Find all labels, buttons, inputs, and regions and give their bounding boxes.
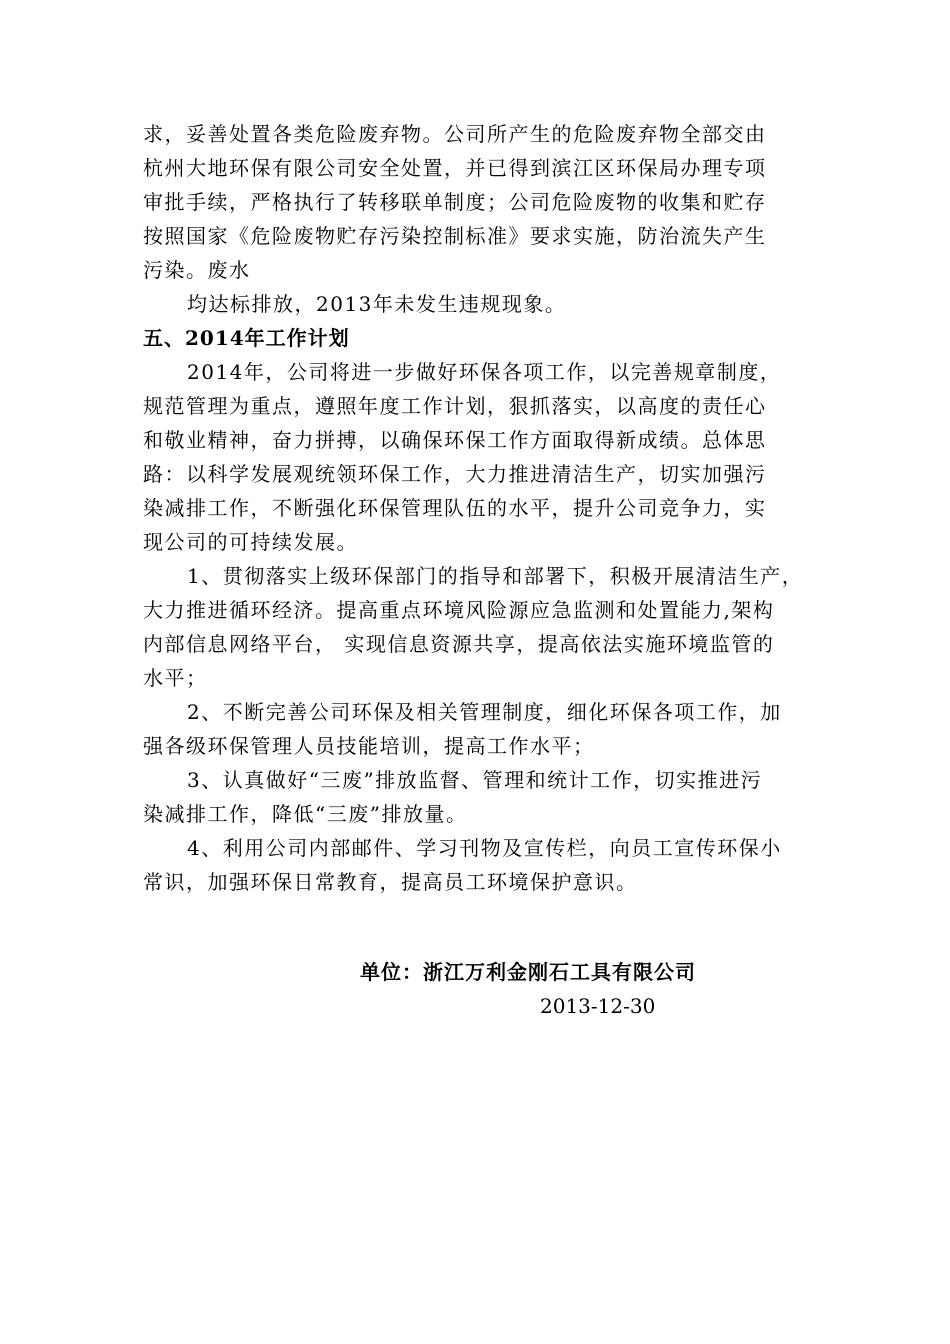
plan-line-5: 染减排工作，不断强化环保管理队伍的水平，提升公司竞争力，实 (143, 496, 767, 520)
plan-line-3: 和敬业精神，奋力拼搏，以确保环保工作方面取得新成绩。总体思 (143, 428, 767, 452)
item-4-line-2: 常识，加强环保日常教育，提高员工环境保护意识。 (143, 870, 638, 894)
item-3-line-1: 3、认真做好“三废”排放监督、管理和统计工作，切实推进污 (187, 768, 763, 792)
standard-line: 均达标排放，2013年未发生违规现象。 (187, 292, 567, 316)
waste-line-3: 审批手续，严格执行了转移联单制度；公司危险废物的收集和贮存 (143, 190, 767, 214)
item-2-line-2: 强各级环保管理人员技能培训，提高工作水平； (143, 734, 595, 758)
plan-line-2: 规范管理为重点，遵照年度工作计划，狠抓落实，以高度的责任心 (143, 394, 767, 418)
item-4-line-1: 4、利用公司内部邮件、学习刊物及宣传栏，向员工宣传环保小 (187, 836, 782, 860)
item-1-line-4: 水平； (143, 666, 208, 690)
waste-line-4: 按照国家《危险废物贮存污染控制标准》要求实施，防治流失产生 (143, 224, 767, 248)
item-1-line-2: 大力推进循环经济。提高重点环境风险源应急监测和处置能力,架构 (143, 598, 775, 622)
waste-line-5: 污染。废水 (143, 258, 251, 282)
plan-line-1: 2014年，公司将进一步做好环保各项工作，以完善规章制度， (187, 360, 782, 384)
signature-date: 2013-12-30 (540, 994, 656, 1018)
waste-line-1: 求，妥善处置各类危险废弃物。公司所产生的危险废弃物全部交由 (143, 122, 767, 146)
signature-company: 单位：浙江万利金刚石工具有限公司 (360, 960, 696, 984)
item-2-line-1: 2、不断完善公司环保及相关管理制度，细化环保各项工作，加 (187, 700, 782, 724)
plan-line-6: 现公司的可持续发展。 (143, 530, 358, 554)
section-heading: 五、2014年工作计划 (143, 326, 350, 350)
item-3-line-2: 染减排工作，降低“三废”排放量。 (143, 802, 468, 826)
item-1-line-3: 内部信息网络平台， 实现信息资源共享，提高依法实施环境监管的 (143, 632, 775, 656)
plan-line-4: 路：以科学发展观统领环保工作，大力推进清洁生产，切实加强污 (143, 462, 767, 486)
waste-line-2: 杭州大地环保有限公司安全处置，并已得到滨江区环保局办理专项 (143, 156, 767, 180)
item-1-line-1: 1、贯彻落实上级环保部门的指导和部署下，积极开展清洁生产， (187, 564, 804, 588)
